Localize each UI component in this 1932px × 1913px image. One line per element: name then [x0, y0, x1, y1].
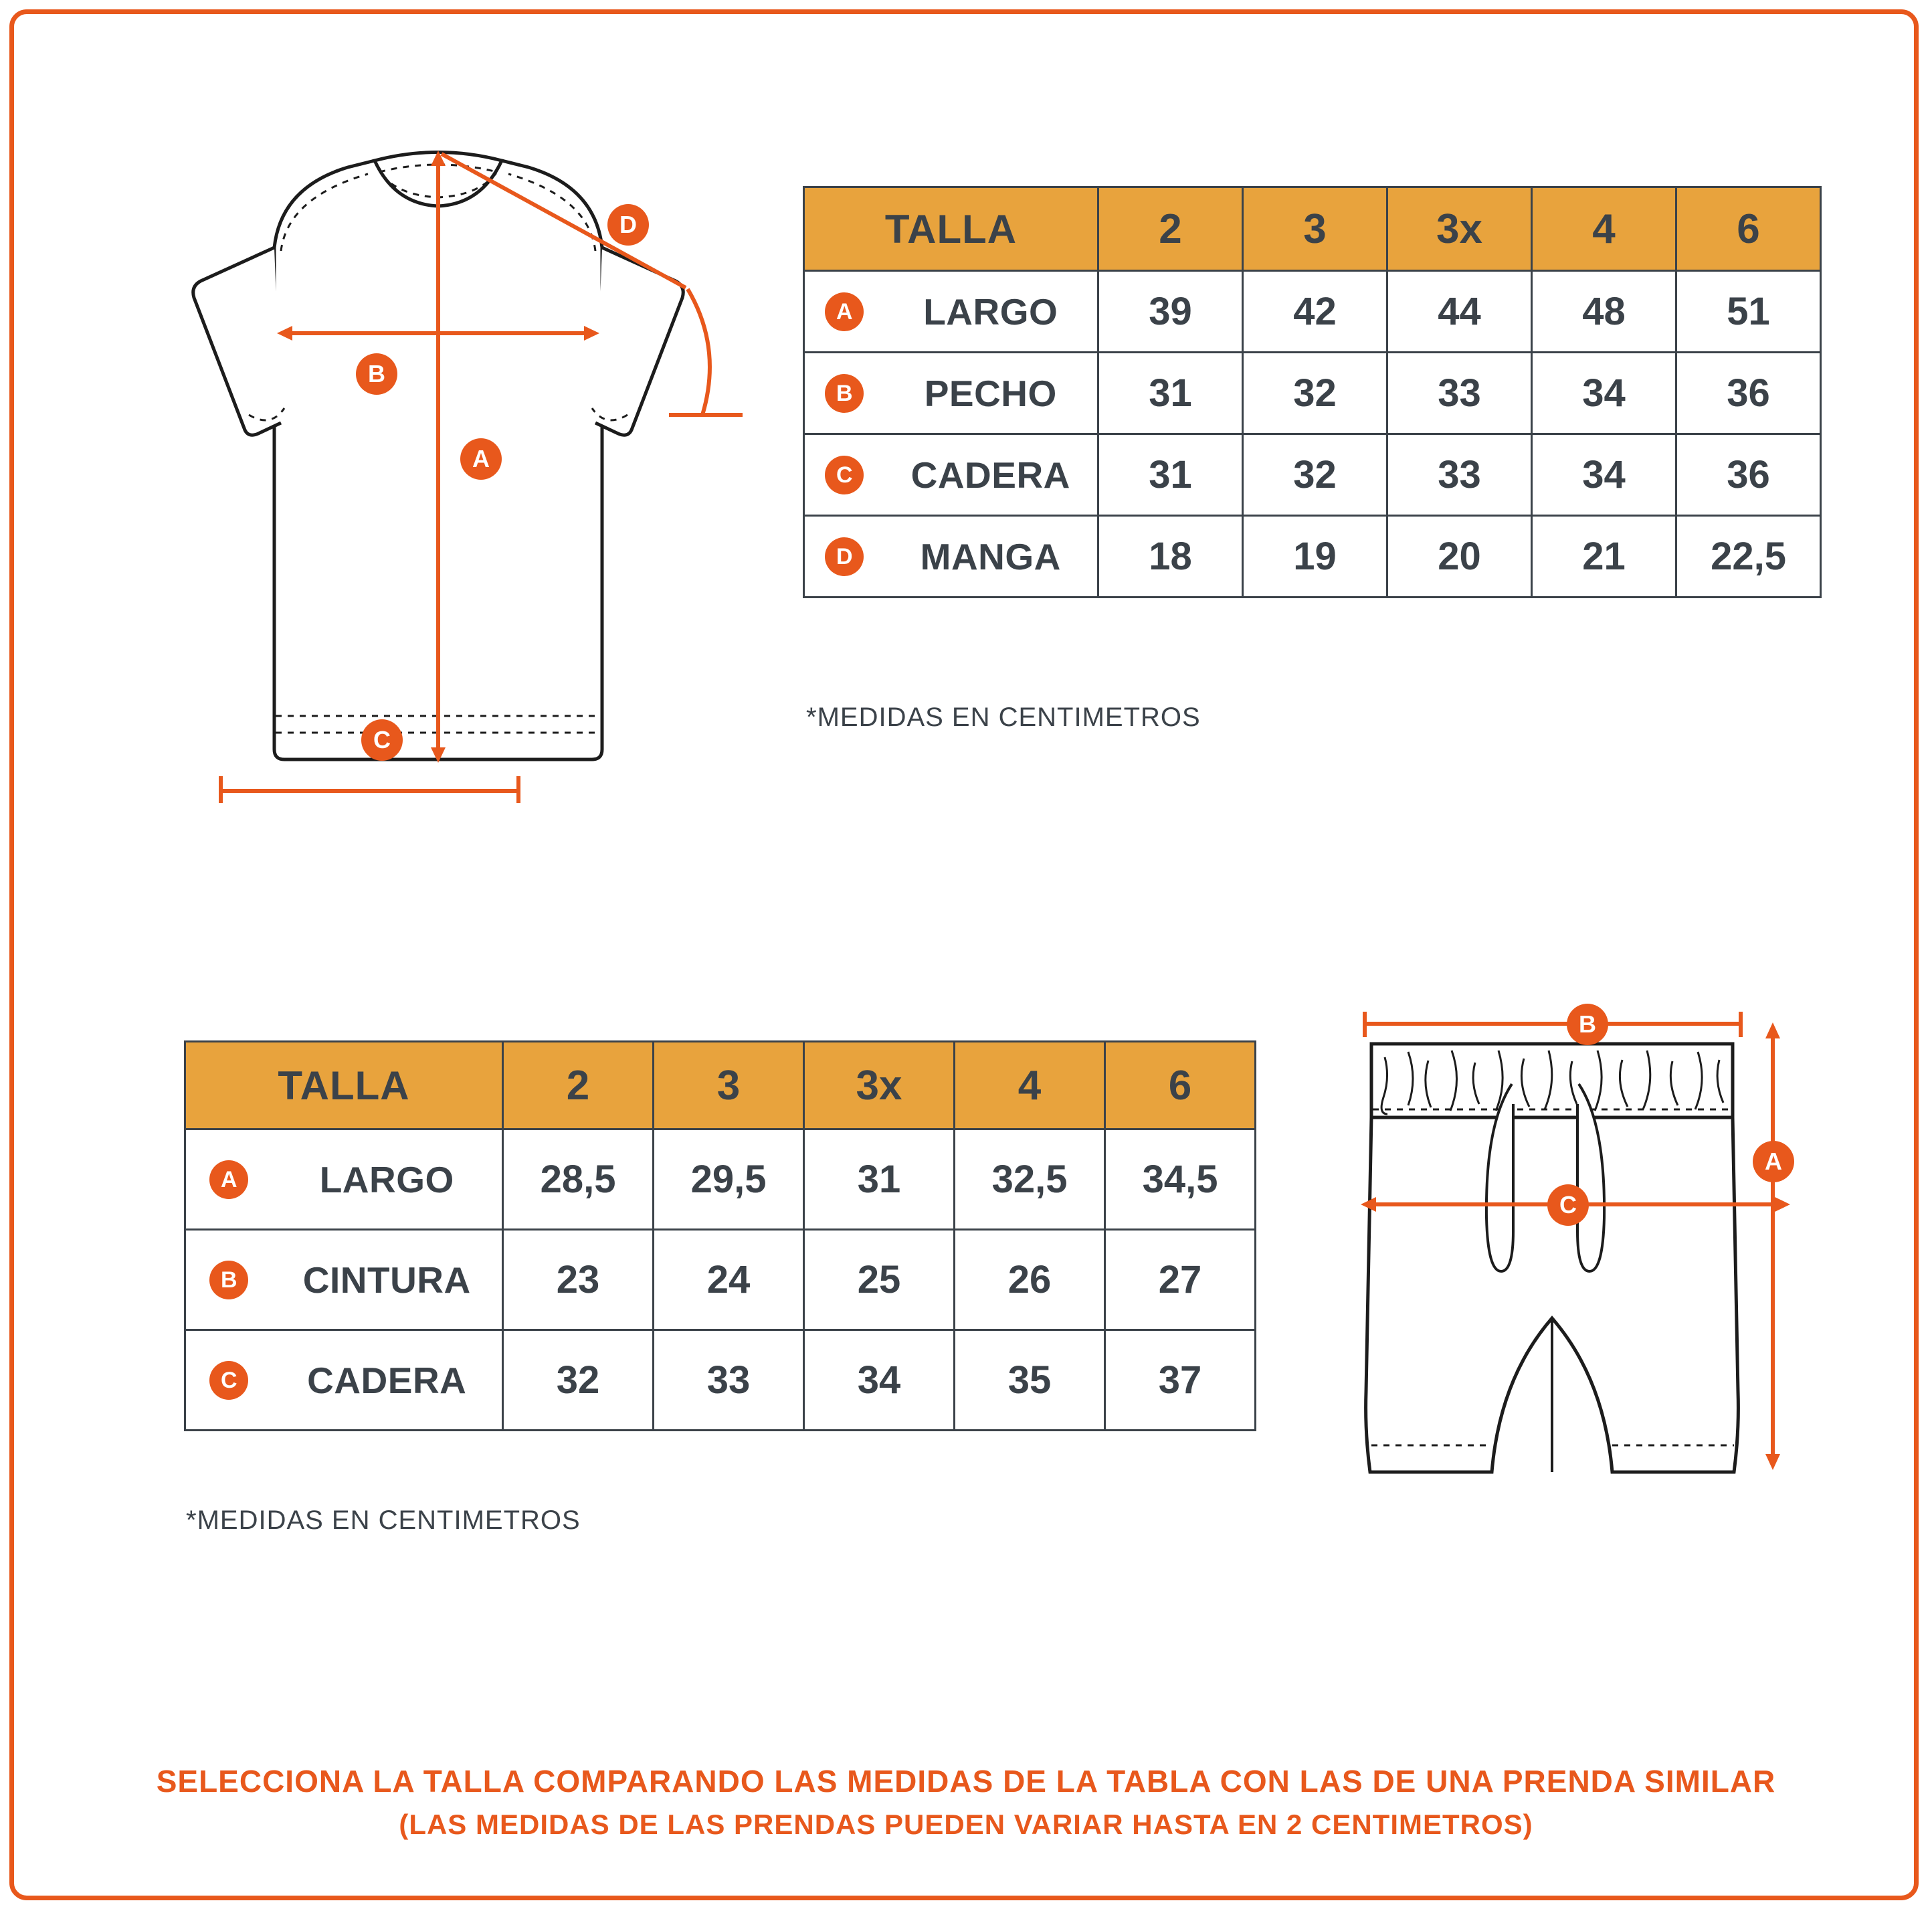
shorts-table-note: *MEDIDAS EN CENTIMETROS [186, 1506, 581, 1535]
row-badge-cell [804, 516, 884, 598]
badge-a: A [825, 292, 864, 331]
row-name-largo: LARGO [884, 271, 1098, 353]
cell-largo-2: 28,5 [503, 1129, 654, 1230]
cell-largo-4: 48 [1532, 271, 1676, 353]
cell-largo-3: 42 [1243, 271, 1387, 353]
header-size-6: 6 [1676, 187, 1821, 271]
cell-cadera-6: 36 [1676, 434, 1821, 516]
row-badge-cell [804, 353, 884, 434]
row-badge-cell [185, 1230, 272, 1330]
cell-pecho-6: 36 [1676, 353, 1821, 434]
cell-largo-6: 34,5 [1105, 1129, 1256, 1230]
row-name-cadera: CADERA [884, 434, 1098, 516]
cell-largo-3x: 31 [804, 1129, 955, 1230]
table-row [804, 434, 1821, 516]
cell-cintura-6: 27 [1105, 1230, 1256, 1330]
cell-cintura-3x: 25 [804, 1230, 955, 1330]
badge-c: C [825, 456, 864, 494]
table-row [185, 1129, 1256, 1230]
table-row [804, 353, 1821, 434]
row-name-pecho: PECHO [884, 353, 1098, 434]
badge-b: B [209, 1261, 248, 1299]
cell-manga-4: 21 [1532, 516, 1676, 598]
cell-cintura-4: 26 [955, 1230, 1105, 1330]
footer-note [0, 1763, 1932, 1841]
cell-largo-4: 32,5 [955, 1129, 1105, 1230]
row-badge-cell [185, 1129, 272, 1230]
row-badge-cell [804, 434, 884, 516]
header-size-3x: 3x [1387, 187, 1532, 271]
cell-cintura-2: 23 [503, 1230, 654, 1330]
cell-cintura-3: 24 [654, 1230, 804, 1330]
cell-pecho-2: 31 [1098, 353, 1243, 434]
marker-a-shorts: A [1753, 1141, 1794, 1182]
row-name-cadera: CADERA [272, 1330, 503, 1431]
cell-largo-3: 29,5 [654, 1129, 804, 1230]
footer-line-1: SELECCIONA LA TALLA COMPARANDO LAS MEDIDAS DE LA TABLA CON LAS DE UNA PRENDA SIMILAR [156, 1764, 1776, 1799]
cell-cadera-3: 33 [654, 1330, 804, 1431]
header-size-3: 3 [654, 1042, 804, 1129]
header-size-2: 2 [503, 1042, 654, 1129]
cell-manga-3x: 20 [1387, 516, 1532, 598]
header-size-4: 4 [955, 1042, 1105, 1129]
cell-largo-2: 39 [1098, 271, 1243, 353]
cell-cadera-3x: 34 [804, 1330, 955, 1431]
badge-d: D [825, 537, 864, 576]
marker-b-shorts: B [1567, 1004, 1608, 1045]
badge-c: C [209, 1361, 248, 1400]
table-row [804, 516, 1821, 598]
cell-largo-3x: 44 [1387, 271, 1532, 353]
row-badge-cell [185, 1330, 272, 1431]
row-name-manga: MANGA [884, 516, 1098, 598]
badge-b: B [825, 374, 864, 413]
tshirt-size-table [803, 186, 1822, 598]
cell-manga-6: 22,5 [1676, 516, 1821, 598]
marker-c-tshirt: C [361, 719, 403, 761]
cell-cadera-3: 32 [1243, 434, 1387, 516]
table-row [185, 1230, 1256, 1330]
marker-b-tshirt: B [356, 353, 397, 395]
marker-d-tshirt: D [607, 204, 649, 246]
shorts-size-table [184, 1040, 1256, 1431]
row-name-cintura: CINTURA [272, 1230, 503, 1330]
tshirt-table-note: *MEDIDAS EN CENTIMETROS [806, 703, 1201, 732]
cell-pecho-4: 34 [1532, 353, 1676, 434]
table-header-row [185, 1042, 1256, 1129]
header-talla: TALLA [804, 187, 1098, 271]
cell-manga-2: 18 [1098, 516, 1243, 598]
header-talla: TALLA [185, 1042, 503, 1129]
header-size-2: 2 [1098, 187, 1243, 271]
cell-cadera-4: 34 [1532, 434, 1676, 516]
header-size-3x: 3x [804, 1042, 955, 1129]
cell-manga-3: 19 [1243, 516, 1387, 598]
marker-c-shorts: C [1547, 1184, 1589, 1226]
cell-pecho-3x: 33 [1387, 353, 1532, 434]
tshirt-diagram [80, 80, 803, 803]
header-size-3: 3 [1243, 187, 1387, 271]
cell-cadera-4: 35 [955, 1330, 1105, 1431]
shorts-diagram [1291, 1004, 1893, 1579]
cell-cadera-2: 31 [1098, 434, 1243, 516]
row-name-largo: LARGO [272, 1129, 503, 1230]
footer-line-2: (LAS MEDIDAS DE LAS PRENDAS PUEDEN VARIAR HASTA EN 2 CENTIMETROS) [399, 1809, 1533, 1840]
cell-cadera-6: 37 [1105, 1330, 1256, 1431]
cell-largo-6: 51 [1676, 271, 1821, 353]
marker-a-tshirt: A [460, 438, 502, 480]
cell-cadera-2: 32 [503, 1330, 654, 1431]
cell-pecho-3: 32 [1243, 353, 1387, 434]
table-header-row [804, 187, 1821, 271]
header-size-4: 4 [1532, 187, 1676, 271]
header-size-6: 6 [1105, 1042, 1256, 1129]
row-badge-cell [804, 271, 884, 353]
cell-cadera-3x: 33 [1387, 434, 1532, 516]
table-row [804, 271, 1821, 353]
table-row [185, 1330, 1256, 1431]
badge-a: A [209, 1160, 248, 1199]
